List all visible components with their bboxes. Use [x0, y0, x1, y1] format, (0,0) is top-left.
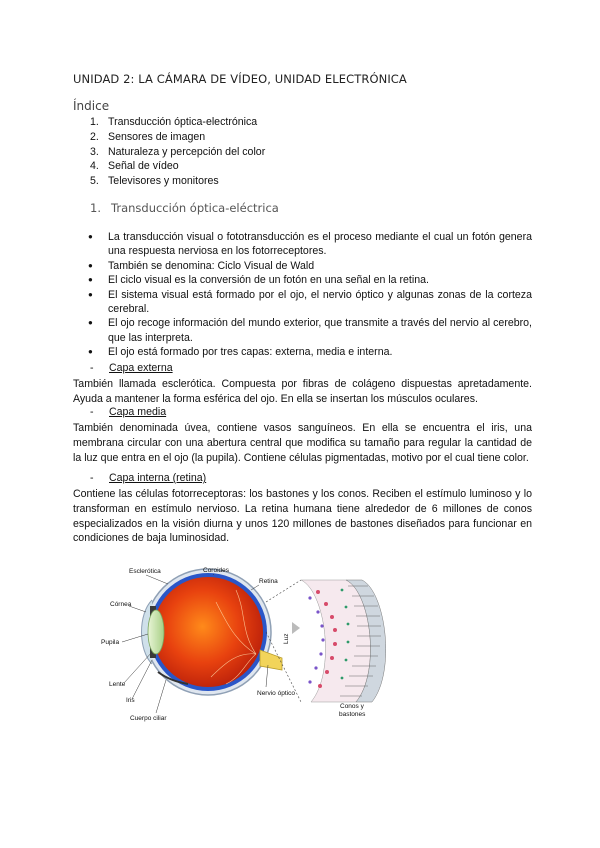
index-heading: Índice [73, 99, 110, 113]
label-bastones: bastones [339, 711, 366, 718]
lens-shape [148, 610, 164, 654]
label-pupila: Pupila [101, 639, 120, 646]
toc-item: 3. Naturaleza y percepción del color [90, 145, 266, 158]
retina-closeup [301, 580, 386, 702]
bullet-item: ● El ojo recoge información del mundo exterior, que transmite a través del nervio al cerebro, que las interpreta. [88, 316, 532, 344]
bullet-item: ● También se denomina: Ciclo Visual de Wald [88, 259, 532, 273]
label-iris: Iris [126, 697, 135, 704]
label-nervio-optico: Nervio óptico [257, 690, 295, 697]
toc-item: 5. Televisores y monitores [90, 175, 219, 188]
bullet-item: ● El ojo está formado por tres capas: externa, media e interna. [88, 345, 532, 359]
label-lente: Lente [109, 681, 126, 688]
subheading-capa-interna: - Capa interna (retina) [90, 472, 207, 484]
eye-anatomy-figure [96, 562, 416, 727]
section-heading: 1. Transducción óptica-eléctrica [90, 201, 279, 215]
bullet-list [88, 230, 532, 360]
label-cornea: Córnea [110, 601, 132, 608]
eye-diagram [96, 562, 416, 727]
label-conos-y: Conos y [340, 703, 364, 710]
table-of-contents [90, 115, 265, 189]
toc-item: 1. Transducción óptica-electrónica [90, 116, 258, 128]
optic-nerve-shape [260, 650, 282, 670]
label-coroides: Coroides [203, 567, 230, 574]
bullet-item: ● El sistema visual está formado por el ojo, el nervio óptico y algunas zonas de la corteza cerebral. [88, 288, 532, 316]
label-cuerpo-ciliar: Cuerpo ciliar [130, 715, 167, 722]
bullet-item: ● El ciclo visual es la conversión de un fotón en una señal en la retina. [88, 273, 532, 287]
page-title: UNIDAD 2: LA CÁMARA DE VÍDEO, UNIDAD ELECTRÓNICA [73, 72, 407, 86]
paragraph-capa-externa: También llamada esclerótica. Compuesta por fibras de colágeno dispuestas apretadamente. Ayuda a mantener la forma esférica del ojo. En ella se insertan los músculos oculares. [73, 378, 532, 405]
toc-item: 2. Sensores de imagen [90, 130, 206, 143]
light-arrow-icon [292, 622, 300, 634]
subheading-capa-media: - Capa media [90, 406, 167, 418]
label-esclerotica: Esclerótica [129, 568, 161, 575]
paragraph-capa-media: También denominada úvea, contiene vasos sanguíneos. En ella se encuentra el iris, una membrana circular con una abertura central que modifica su tamaño para regular la cantidad de la luz que entra en el ojo (la pupila). Contiene células pigmentadas, motivo por el cual tiene color. [73, 422, 532, 464]
bullet-item: ● La transducción visual o fototransducción es el proceso mediante el cual un fotón genera una respuesta nerviosa en los fotorreceptores. [88, 230, 532, 258]
light-label: Luz [283, 633, 290, 644]
subheading-capa-externa: - Capa externa [90, 362, 173, 374]
paragraph-capa-interna: Contiene las células fotorreceptoras: los bastones y los conos. Reciben el estímulo luminoso y lo transforman en estímulo nervioso. La retina humana tiene alrededor de 6 millones de conos especializados en la visión diurna y unos 120 millones de bastones diseñados para funcionar en condiciones de baja luminosidad. [73, 488, 532, 545]
toc-item: 4. Señal de vídeo [90, 160, 179, 173]
label-retina: Retina [259, 578, 278, 585]
